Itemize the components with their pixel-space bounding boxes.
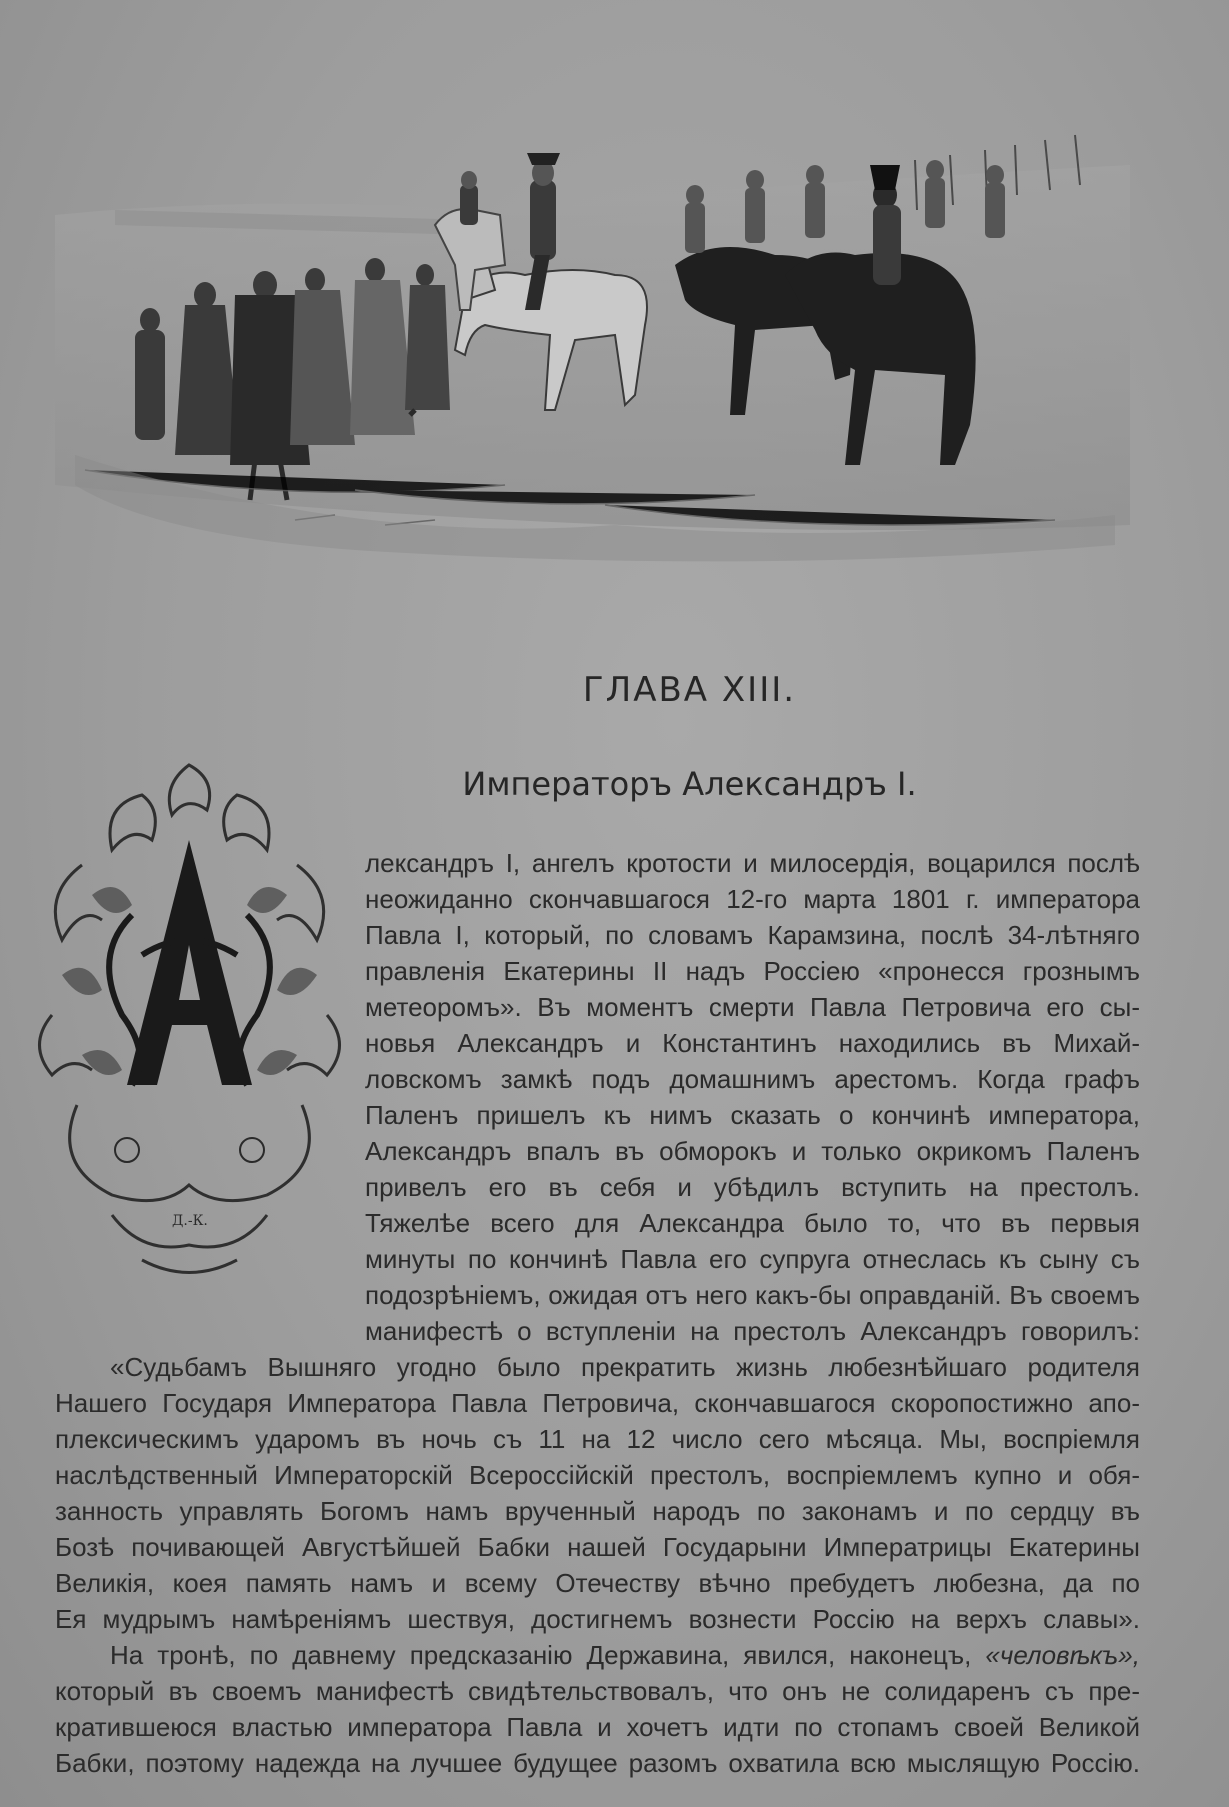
chapter-title: Императоръ Александръ I. — [462, 765, 917, 803]
text-line: Александръ впалъ въ обморокъ и только окрикомъ Паленъ — [365, 1136, 1140, 1166]
text-line: «Судьбамъ Вышняго угодно было прекратить жизнь любезнѣйшаго родителя — [110, 1352, 1140, 1382]
text-line: Нашего Государя Императора Павла Петровича, скончавшагося скоропостижно апо- — [55, 1388, 1140, 1418]
text-line: привелъ его въ себя и убѣдилъ вступить на престолъ. — [365, 1172, 1140, 1202]
decorative-initial-a-icon — [22, 755, 357, 1295]
text-segment: На тронѣ, по давнему предсказанію Державина, явился, наконецъ, — [110, 1640, 972, 1670]
text-line: подозрѣніемъ, ожидая отъ него какъ-бы оправданій. Въ своемъ — [365, 1280, 1140, 1310]
text-line: плексическимъ ударомъ въ ночь съ 11 на 12 число сего мѣсяца. Мы, воспріемля — [55, 1424, 1140, 1454]
text-line: занность управлять Богомъ намъ врученный народъ по законамъ и по сердцу въ — [55, 1496, 1140, 1526]
chapter-number: ГЛАВА XIII. — [582, 670, 797, 710]
text-line: Бабки, поэтому надежда на лучшее будущее разомъ охватила всю мыслящую Россію. — [55, 1748, 1140, 1778]
text-line: наслѣдственный Императорскій Всероссійскій престолъ, воспріемлемъ купно и обя- — [55, 1460, 1140, 1490]
text-line: минуты по кончинѣ Павла его супруга отнеслась къ сыну съ — [365, 1244, 1140, 1274]
text-line: метеоромъ». Въ моментъ смерти Павла Петровича его сы- — [365, 992, 1140, 1022]
ornate-initial-letter — [22, 755, 357, 1295]
text-line: правленія Екатерины II надъ Россіею «пронесся грознымъ — [365, 956, 1140, 986]
text-line: манифестѣ о вступленіи на престолъ Александръ говорилъ: — [365, 1316, 1140, 1346]
text-line: новья Александръ и Константинъ находились въ Михай- — [365, 1028, 1140, 1058]
chapter-illustration — [55, 125, 1130, 585]
text-line: кратившеюся властью императора Павла и хочетъ идти по стопамъ своей Великой — [55, 1712, 1140, 1742]
italic-quote: «человѣкъ», — [985, 1640, 1140, 1670]
text-line: Паленъ пришелъ къ нимъ сказать о кончинѣ императора, — [365, 1100, 1140, 1130]
text-line — [110, 1637, 1140, 1673]
text-line: Ея мудрымъ намѣреніямъ шествуя, достигнемъ вознести Россію на верхъ славы». — [55, 1604, 1140, 1634]
text-line: ловскомъ замкѣ подъ домашнимъ арестомъ. Когда графъ — [365, 1064, 1140, 1094]
cavalry-scene-drawing — [55, 125, 1130, 585]
text-line: Бозѣ почивающей Августѣйшей Бабки нашей Государыни Императрицы Екатерины — [55, 1532, 1140, 1562]
text-line: который въ своемъ манифестѣ свидѣтельствовалъ, что онъ не солидаренъ съ пре- — [55, 1676, 1140, 1706]
text-line: Павла I, который, по словамъ Карамзина, послѣ 34-лѣтняго — [365, 920, 1140, 950]
text-line: неожиданно скончавшагося 12-го марта 1801 г. императора — [365, 884, 1140, 914]
text-line: Великія, коея память намъ и всему Отечеству вѣчно пребудетъ любезна, да по — [55, 1568, 1140, 1598]
monogram-signature: Д.-К. — [172, 1213, 208, 1229]
text-line: Тяжелѣе всего для Александра было то, что въ первыя — [365, 1208, 1140, 1238]
text-line: лександръ I, ангелъ кротости и милосердія, воцарился послѣ — [365, 848, 1140, 878]
